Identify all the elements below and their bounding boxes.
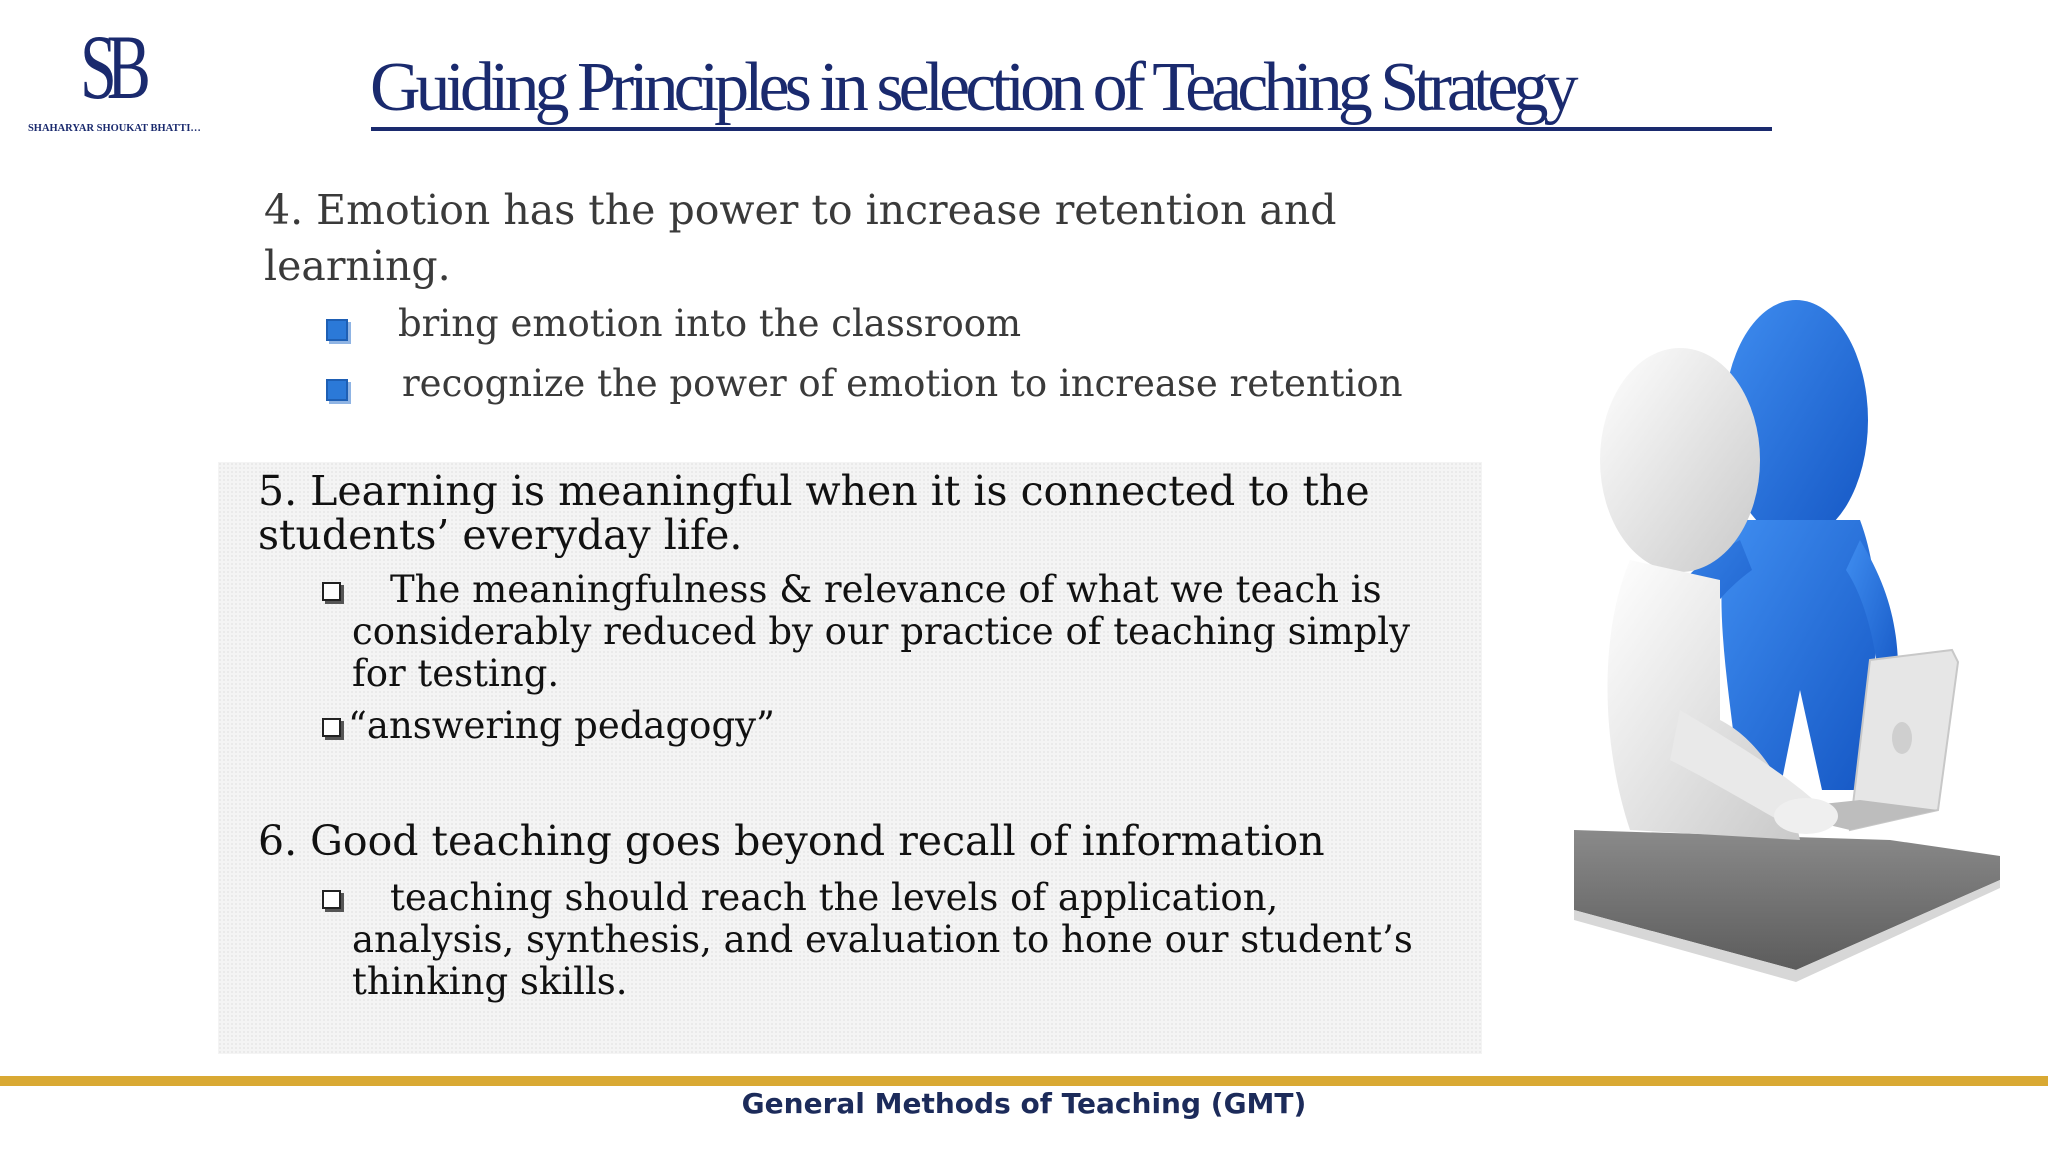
- blue-square-bullet-icon: [326, 319, 348, 341]
- principle-4-bullet-2: recognize the power of emotion to increase retention: [402, 362, 1403, 405]
- mentor-figures-illustration: [1560, 270, 2020, 990]
- principle-5-bullet-1-line3: for testing.: [352, 652, 560, 695]
- principle-5-heading-line1: 5. Learning is meaningful when it is connected to the: [258, 467, 1370, 515]
- slide-title: Guiding Principles in selection of Teaching Strategy: [370, 49, 1574, 126]
- principle-6-heading: 6. Good teaching goes beyond recall of information: [258, 817, 1325, 865]
- principle-4-bullet-1: bring emotion into the classroom: [398, 302, 1022, 345]
- principle-4: [264, 182, 1444, 405]
- principle-6-bullet-line2: analysis, synthesis, and evaluation to hone our student’s: [352, 918, 1413, 961]
- hollow-square-bullet-icon: [322, 890, 341, 909]
- principle-6-bullet-line1: teaching should reach the levels of application,: [390, 876, 1279, 919]
- principle-5-bullet-1-line1: The meaningfulness & relevance of what we teach is: [390, 568, 1382, 611]
- principle-5-bullet-1-line2: considerably reduced by our practice of teaching simply: [352, 610, 1411, 653]
- principle-5-bullet-2: “answering pedagogy”: [348, 704, 775, 747]
- principle-6-bullet-line3: thinking skills.: [352, 960, 628, 1003]
- hollow-square-bullet-icon: [322, 582, 341, 601]
- title-underline: [371, 127, 1772, 131]
- principle-4-heading: [264, 182, 1444, 294]
- blue-square-bullet-icon: [326, 379, 348, 401]
- principle-4-heading-line1: 4. Emotion has the power to increase retention and: [264, 186, 1337, 234]
- principle-4-heading-line2: learning.: [264, 242, 451, 290]
- content-panel: [218, 462, 1482, 1054]
- footer-course-title: General Methods of Teaching (GMT): [741, 1087, 1307, 1120]
- principle-5-heading-line2: students’ everyday life.: [258, 511, 743, 559]
- brand-logo: [22, 16, 222, 144]
- logo-monogram: SB: [80, 16, 141, 118]
- logo-caption: SHAHARYAR SHOUKAT BHATTI…: [28, 122, 201, 134]
- hollow-square-bullet-icon: [322, 718, 341, 737]
